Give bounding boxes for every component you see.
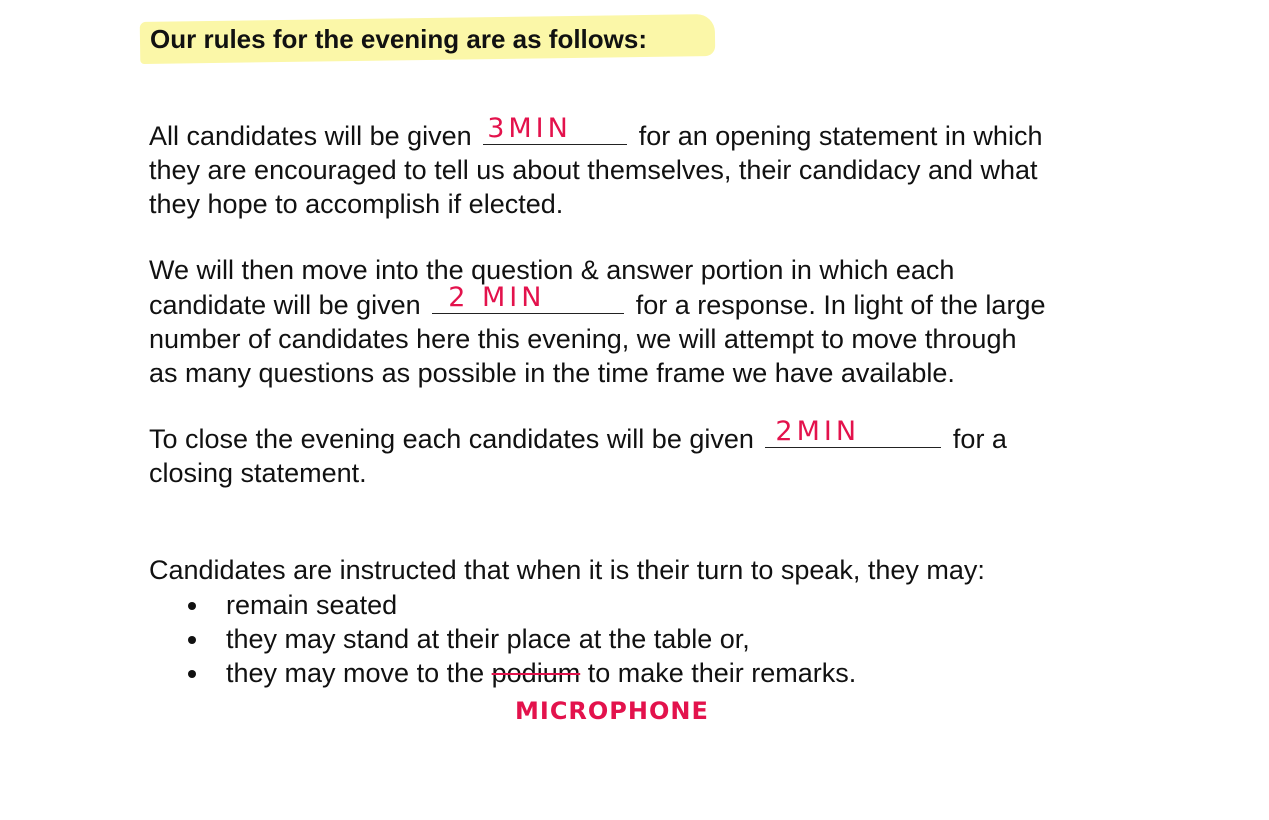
opening-time-blank <box>483 113 627 145</box>
list-item-text-before: they may move to the <box>226 658 485 688</box>
qa-handwritten-time: 2 MIN <box>448 282 546 313</box>
closing-handwritten-time: 2MIN <box>775 416 861 447</box>
closing-text-before: To close the evening each candidates will be given <box>149 424 754 454</box>
closing-paragraph <box>149 416 1149 490</box>
instructions-intro: Candidates are instructed that when it is their turn to speak, they may: <box>149 555 985 585</box>
qa-line-3: number of candidates here this evening, we will attempt to move through <box>149 324 1017 354</box>
qa-text-after: for a response. In light of the large <box>635 290 1046 320</box>
opening-text-after: for an opening statement in which <box>638 121 1043 151</box>
bullet-icon <box>188 602 196 610</box>
list-item-text: they may stand at their place at the table or, <box>226 624 750 654</box>
closing-time-blank <box>765 416 941 448</box>
opening-text-before: All candidates will be given <box>149 121 472 151</box>
list-item-text: remain seated <box>226 590 398 620</box>
qa-paragraph <box>149 253 1149 390</box>
page-title: Our rules for the evening are as follows: <box>150 24 648 54</box>
list-item-text-after: to make their remarks. <box>587 658 857 688</box>
closing-line-2: closing statement. <box>149 458 367 488</box>
opening-line-2: they are encouraged to tell us about themselves, their candidacy and what <box>149 155 1038 185</box>
instructions-list <box>188 588 856 690</box>
opening-line-3: they hope to accomplish if elected. <box>149 189 564 219</box>
handwritten-correction: MICROPHONE <box>515 697 709 725</box>
list-item <box>188 656 856 690</box>
opening-paragraph <box>149 113 1149 221</box>
opening-handwritten-time: 3MIN <box>487 113 572 144</box>
list-item <box>188 622 856 656</box>
qa-line-4: as many questions as possible in the time frame we have available. <box>149 358 955 388</box>
qa-line-1: We will then move into the question & answer portion in which each <box>149 255 955 285</box>
qa-text-before: candidate will be given <box>149 290 421 320</box>
qa-time-blank <box>432 282 624 314</box>
struck-word: podium <box>491 658 581 688</box>
closing-text-after: for a <box>952 424 1007 454</box>
list-item <box>188 588 856 622</box>
bullet-icon <box>188 670 196 678</box>
bullet-icon <box>188 636 196 644</box>
